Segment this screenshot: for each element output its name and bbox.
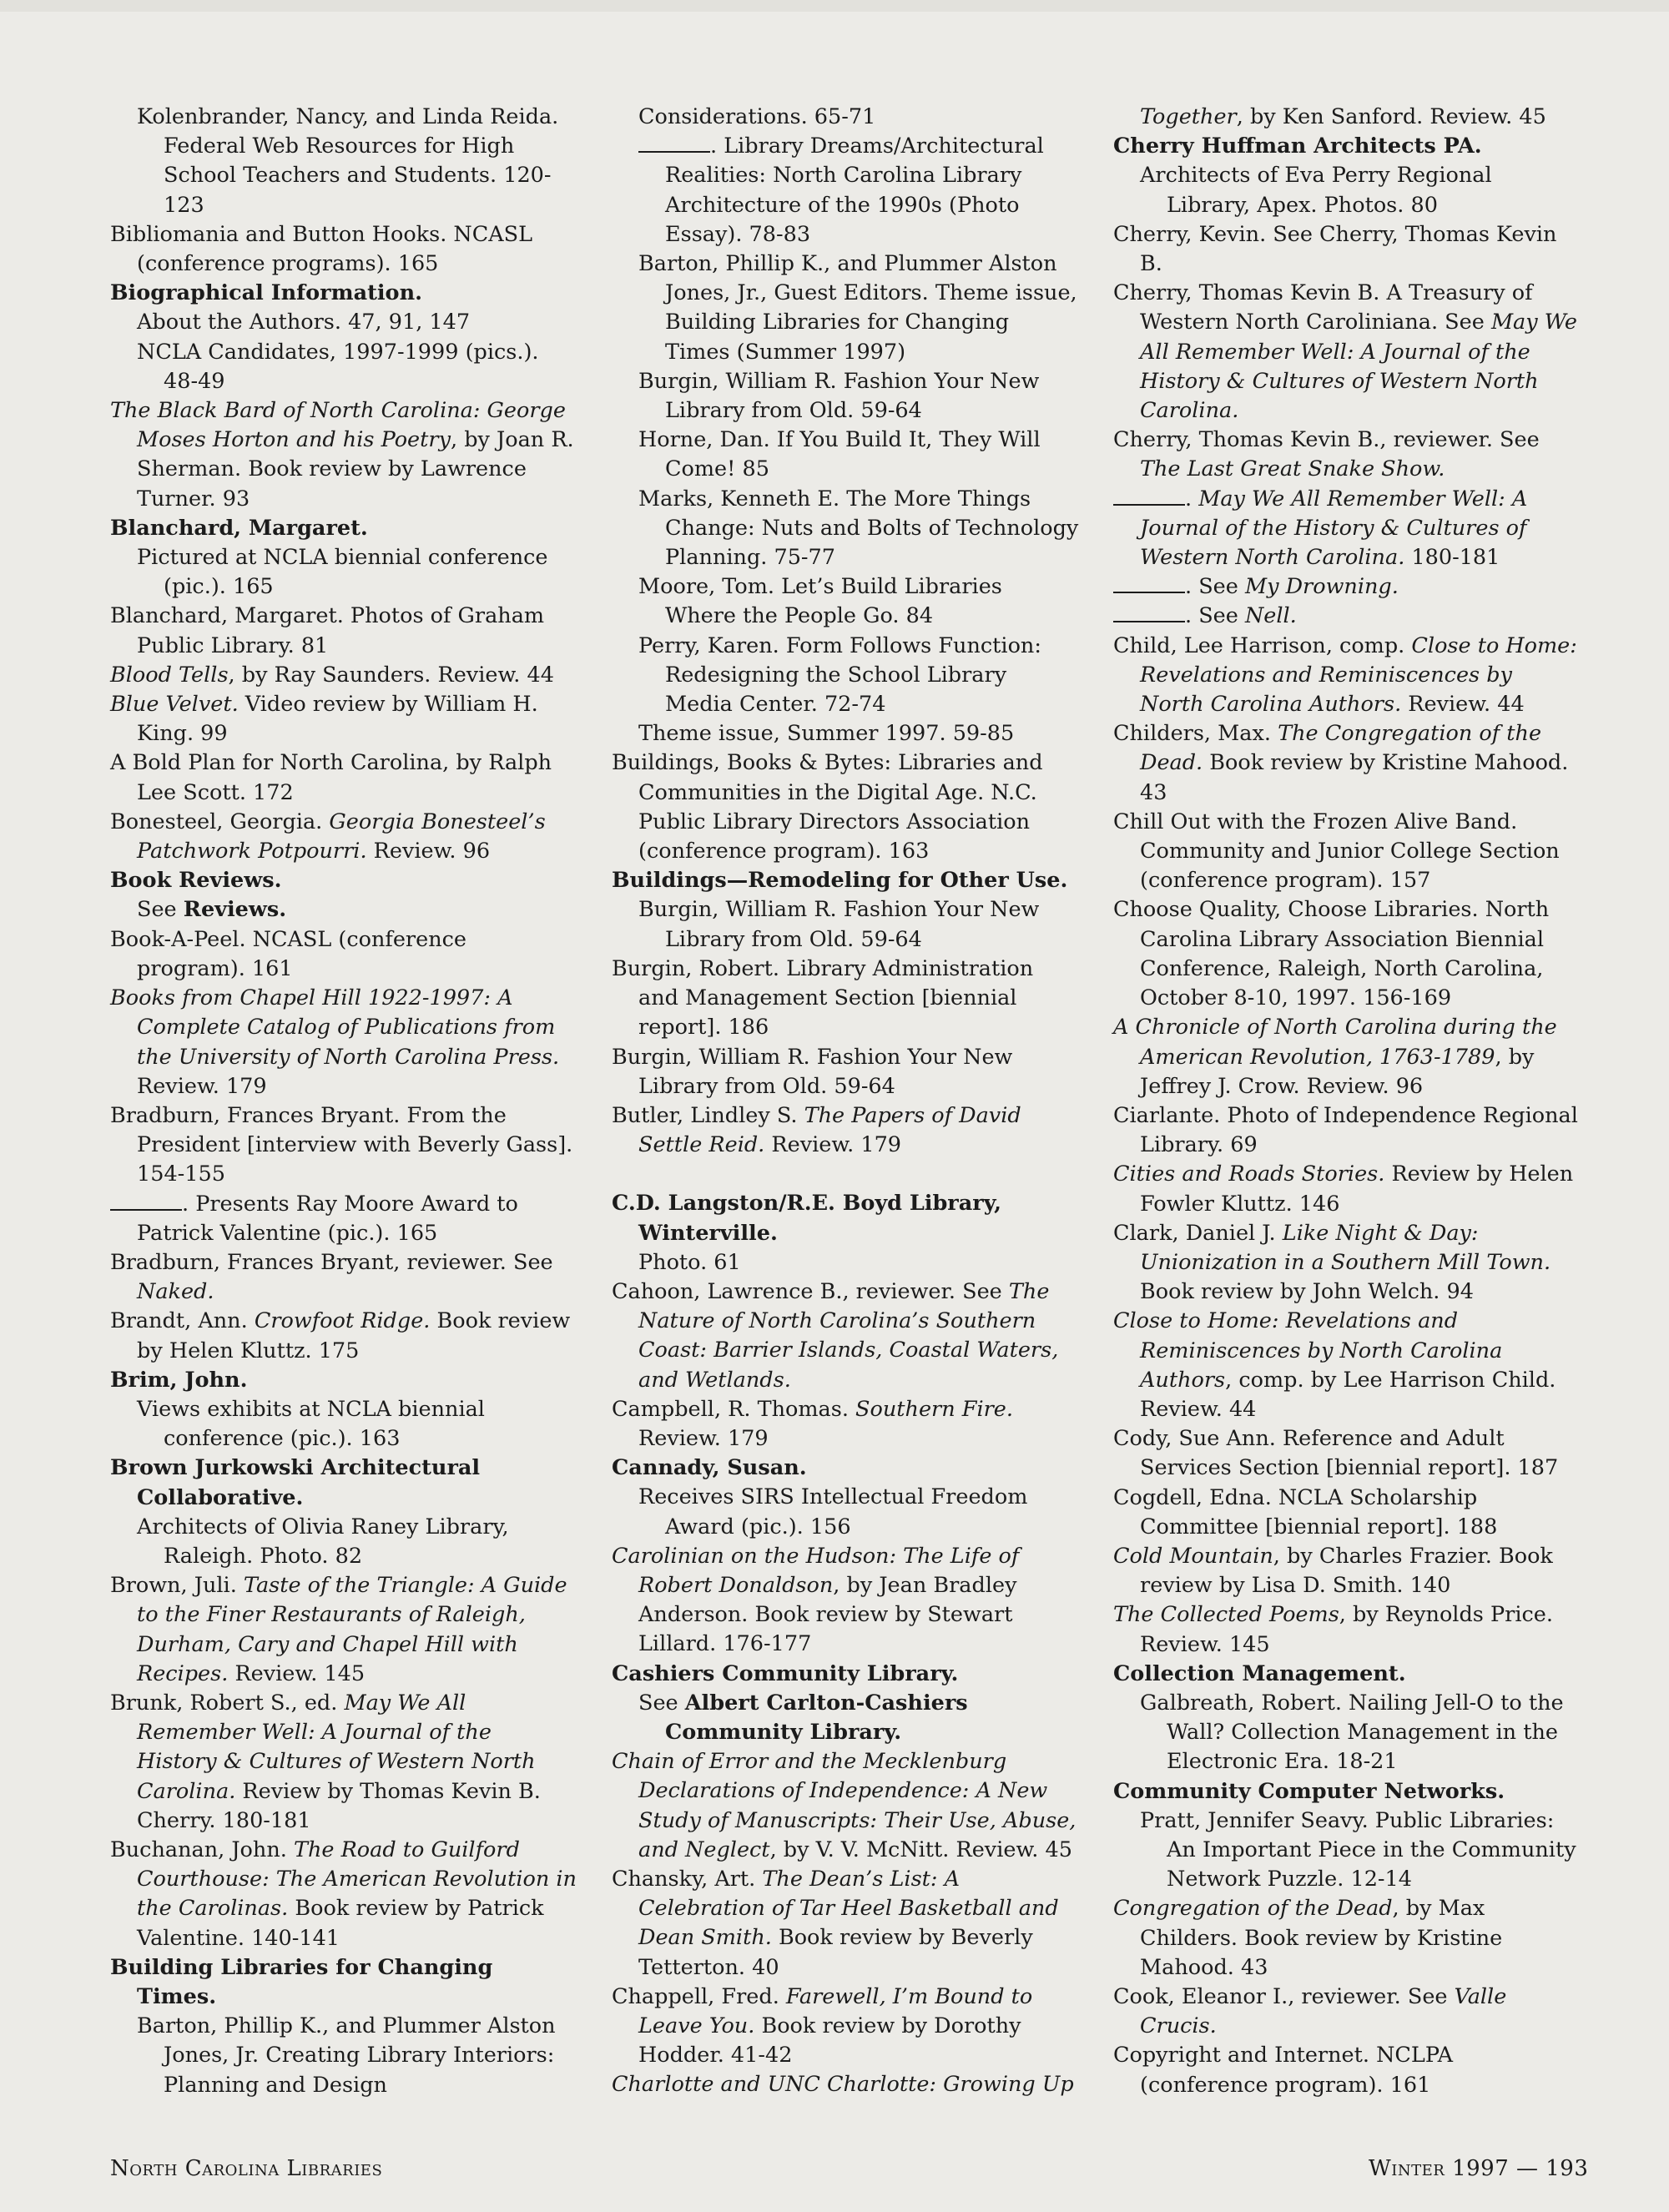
footer-separator: — bbox=[1516, 2156, 1539, 2181]
index-entry: Choose Quality, Choose Libraries. North Carolina Library Association Biennial Conference, Raleigh, North Carolina, October 8-10, 1997. 156-169 bbox=[1113, 897, 1550, 1011]
index-entry: . May We All Remember Well: A Journal of the History & Cultures of Western North Carolina. 180-181 bbox=[1113, 485, 1581, 573]
index-subentry: Burgin, William R. Fashion Your New Library from Old. 59-64 bbox=[638, 897, 1040, 952]
index-entry: Close to Home: Revelations and Reminiscences by North Carolina Authors, comp. by Lee Harrison Child. Review. 44 bbox=[1113, 1308, 1556, 1422]
index-subentry: Barton, Phillip K., and Plummer Alston Jones, Jr. Creating Library Interiors: Planning and Design bbox=[137, 2013, 556, 2098]
index-subentry: See Albert Carlton-Cashiers Community Library. bbox=[638, 1690, 968, 1745]
index-entry: Congregation of the Dead, by Max Childers. Book review by Kristine Mahood. 43 bbox=[1113, 1896, 1503, 1980]
index-entry: Charlotte and UNC Charlotte: Growing Up bbox=[612, 2072, 1074, 2098]
index-entry: Butler, Lindley S. The Papers of David Settle Reid. Review. 179 bbox=[612, 1102, 1021, 1158]
index-entry: Brunk, Robert S., ed. May We All Remember Well: A Journal of the History & Cultures of Western North Carolina. Review by Thomas Kevin B. Cherry. 180-181 bbox=[110, 1690, 541, 1833]
index-entry: Cody, Sue Ann. Reference and Adult Services Section [biennial report]. 187 bbox=[1113, 1426, 1559, 1481]
index-entry: Ciarlante. Photo of Independence Regional Library. 69 bbox=[1113, 1102, 1578, 1158]
index-subentry: Burgin, William R. Fashion Your New Library from Old. 59-64 bbox=[638, 368, 1040, 424]
index-entry: Cherry, Thomas Kevin B. A Treasury of Western North Caroliniana. See May We All Remember Well: A Journal of the History & Cultures of Western North Carolina. bbox=[1113, 280, 1577, 424]
index-entry: Blood Tells, by Ray Saunders. Review. 44 bbox=[110, 662, 554, 688]
index-subentry: Kolenbrander, Nancy, and Linda Reida. Federal Web Resources for High School Teachers and Students. 120-123 bbox=[137, 104, 559, 218]
index-heading: Brown Jurkowski Architectural Collaborative. bbox=[110, 1455, 481, 1510]
index-subentry: Architects of Eva Perry Regional Library, Apex. Photos. 80 bbox=[1140, 163, 1492, 218]
index-subentry: Architects of Olivia Raney Library, Raleigh. Photo. 82 bbox=[137, 1514, 509, 1569]
index-subentry: See Reviews. bbox=[137, 897, 287, 923]
index-entry: . Presents Ray Moore Award to Patrick Valentine (pic.). 165 bbox=[110, 1190, 577, 1248]
footer-issue-page bbox=[1369, 2156, 1588, 2181]
index-heading: Collection Management. bbox=[1113, 1660, 1406, 1686]
index-entry: Burgin, William R. Fashion Your New Library from Old. 59-64 bbox=[612, 1044, 1013, 1099]
index-subentry: Pictured at NCLA biennial conference (pic.). 165 bbox=[137, 545, 548, 600]
index-subentry: NCLA Candidates, 1997-1999 (pics.). 48-49 bbox=[137, 339, 539, 394]
index-entry: Blue Velvet. Video review by William H. King. 99 bbox=[110, 692, 538, 747]
index-entry: Campbell, R. Thomas. Southern Fire. Review. 179 bbox=[612, 1396, 1013, 1451]
footer-page-number: 193 bbox=[1545, 2156, 1589, 2181]
index-entry: . See Nell. bbox=[1113, 602, 1581, 631]
index-entry: Cahoon, Lawrence B., reviewer. See The Nature of North Carolina’s Southern Coast: Barrier Islands, Coastal Waters, and Wetlands. bbox=[612, 1278, 1059, 1393]
index-subentry: Considerations. 65-71 bbox=[638, 104, 876, 129]
index-entry: Bradburn, Frances Bryant, reviewer. See Naked. bbox=[110, 1249, 553, 1305]
index-entry: Childers, Max. The Congregation of the Dead. Book review by Kristine Mahood. 43 bbox=[1113, 721, 1569, 805]
index-subentry: Galbreath, Robert. Nailing Jell-O to the Wall? Collection Management in the Electronic Era. 18-21 bbox=[1140, 1690, 1564, 1775]
index-entry: Cherry, Thomas Kevin B., reviewer. See The Last Great Snake Show. bbox=[1113, 427, 1540, 482]
index-subentry: Pratt, Jennifer Seavy. Public Libraries: An Important Piece in the Community Network Puzzle. 12-14 bbox=[1140, 1807, 1576, 1892]
index-entry: Child, Lee Harrison, comp. Close to Home: Revelations and Reminiscences by North Carolina Authors. Review. 44 bbox=[1113, 632, 1577, 718]
footer-journal-title: North Carolina Libraries bbox=[110, 2156, 383, 2181]
index-entry: Chansky, Art. The Dean’s List: A Celebration of Tar Heel Basketball and Dean Smith. Book review by Beverly Tetterton. 40 bbox=[612, 1866, 1059, 1980]
index-entry: Copyright and Internet. NCLPA (conference program). 161 bbox=[1113, 2043, 1454, 2098]
index-subentry: Horne, Dan. If You Build It, They Will Come! 85 bbox=[638, 427, 1041, 482]
index-entry: Chill Out with the Frozen Alive Band. Community and Junior College Section (conference program). 157 bbox=[1113, 809, 1560, 894]
index-entry: Buildings, Books & Bytes: Libraries and Communities in the Digital Age. N.C. Public Library Directors Association (conference program). 163 bbox=[612, 750, 1043, 864]
index-subentry: Barton, Phillip K., and Plummer Alston Jones, Jr., Guest Editors. Theme issue, Building Libraries for Changing Times (Summer 1997) bbox=[638, 251, 1077, 365]
index-heading: Cannady, Susan. bbox=[612, 1455, 807, 1481]
index-heading: Cashiers Community Library. bbox=[612, 1660, 959, 1686]
index-subentry: Receives SIRS Intellectual Freedom Award (pic.). 156 bbox=[638, 1484, 1028, 1539]
index-entry: Buchanan, John. The Road to Guilford Courthouse: The American Revolution in the Carolinas. Book review by Patrick Valentine. 140-141 bbox=[110, 1837, 577, 1951]
index-entry: . See My Drowning. bbox=[1113, 572, 1581, 602]
index-heading: C.D. Langston/R.E. Boyd Library, Winterville. bbox=[612, 1191, 1001, 1246]
index-entry: The Black Bard of North Carolina: George Moses Horton and his Poetry, by Joan R. Sherman. Book review by Lawrence Turner. 93 bbox=[110, 398, 574, 511]
index-heading: Book Reviews. bbox=[110, 868, 282, 894]
index-subentry: Photo. 61 bbox=[638, 1249, 741, 1275]
index-heading: Cherry Huffman Architects PA. bbox=[1113, 134, 1482, 159]
index-heading: Blanchard, Margaret. bbox=[110, 515, 368, 541]
index-entry: Clark, Daniel J. Like Night & Day: Unionization in a Southern Mill Town. Book review by John Welch. 94 bbox=[1113, 1220, 1551, 1305]
index-subentry: Marks, Kenneth E. The More Things Change: Nuts and Bolts of Technology Planning. 75-77 bbox=[638, 486, 1079, 571]
index-entry: Books from Chapel Hill 1922-1997: A Complete Catalog of Publications from the University of North Carolina Press. Review. 179 bbox=[110, 985, 560, 1099]
index-subentry: Together, by Ken Sanford. Review. 45 bbox=[1140, 104, 1546, 129]
index-subentry: Perry, Karen. Form Follows Function: Redesigning the School Library Media Center. 72-74 bbox=[638, 632, 1041, 718]
index-entry: Cherry, Kevin. See Cherry, Thomas Kevin B. bbox=[1113, 221, 1557, 277]
index-entry: A Chronicle of North Carolina during the American Revolution, 1763-1789, by Jeffrey J. Crow. Review. 96 bbox=[1113, 1015, 1557, 1099]
index-subentry: Theme issue, Summer 1997. 59-85 bbox=[638, 721, 1015, 747]
index-entry: Bibliomania and Button Hooks. NCASL (conference programs). 165 bbox=[110, 221, 533, 277]
index-heading: Building Libraries for Changing Times. bbox=[110, 1954, 493, 2009]
footer-season: Winter bbox=[1369, 2156, 1445, 2181]
index-entry: Brandt, Ann. Crowfoot Ridge. Book review by Helen Kluttz. 175 bbox=[110, 1308, 571, 1363]
index-entry: Brown, Juli. Taste of the Triangle: A Guide to the Finer Restaurants of Raleigh, Durham, Cary and Chapel Hill with Recipes. Review. 145 bbox=[110, 1573, 567, 1686]
index-entry: Chain of Error and the Mecklenburg Declarations of Independence: A New Study of Manuscripts: Their Use, Abuse, and Neglect, by V. V. McNitt. Review. 45 bbox=[612, 1749, 1077, 1862]
index-column-3 bbox=[1113, 103, 1581, 2100]
index-entry: The Collected Poems, by Reynolds Price. Review. 145 bbox=[1113, 1602, 1553, 1657]
index-subentry: Moore, Tom. Let’s Build Libraries Where the People Go. 84 bbox=[638, 574, 1002, 629]
index-subentry: Views exhibits at NCLA biennial conference (pic.). 163 bbox=[137, 1396, 485, 1452]
index-entry: Burgin, Robert. Library Administration and Management Section [biennial report]. 186 bbox=[612, 955, 1034, 1040]
index-heading: Buildings—Remodeling for Other Use. bbox=[612, 868, 1068, 894]
index-column-1 bbox=[110, 103, 577, 2100]
index-entry: Carolinian on the Hudson: The Life of Robert Donaldson, by Jean Bradley Anderson. Book review by Stewart Lillard. 176-177 bbox=[612, 1543, 1020, 1657]
index-entry: Cities and Roads Stories. Review by Helen Fowler Kluttz. 146 bbox=[1113, 1161, 1574, 1217]
page-top-edge bbox=[0, 0, 1669, 12]
index-entry: A Bold Plan for North Carolina, by Ralph Lee Scott. 172 bbox=[110, 750, 552, 805]
index-entry: Cogdell, Edna. NCLA Scholarship Committee [biennial report]. 188 bbox=[1113, 1484, 1498, 1539]
index-entry: Blanchard, Margaret. Photos of Graham Public Library. 81 bbox=[110, 603, 545, 658]
index-entry: Cook, Eleanor I., reviewer. See Valle Crucis. bbox=[1113, 1984, 1507, 2039]
index-subentry: About the Authors. 47, 91, 147 bbox=[137, 310, 471, 335]
index-entry: Bonesteel, Georgia. Georgia Bonesteel’s Patchwork Potpourri. Review. 96 bbox=[110, 809, 546, 864]
index-entry: Cold Mountain, by Charles Frazier. Book review by Lisa D. Smith. 140 bbox=[1113, 1543, 1553, 1599]
index-heading: Biographical Information. bbox=[110, 280, 422, 306]
index-entry: Book-A-Peel. NCASL (conference program). 161 bbox=[110, 926, 467, 981]
index-heading: Brim, John. bbox=[110, 1367, 248, 1393]
footer-year: 1997 bbox=[1452, 2156, 1510, 2181]
index-entry: Bradburn, Frances Bryant. From the President [interview with Beverly Gass]. 154-155 bbox=[110, 1102, 573, 1187]
index-heading: Community Computer Networks. bbox=[1113, 1778, 1505, 1804]
index-entry: Chappell, Fred. Farewell, I’m Bound to Leave You. Book review by Dorothy Hodder. 41-42 bbox=[612, 1983, 1033, 2068]
index-column-2 bbox=[612, 103, 1079, 2100]
index-subentry: . Library Dreams/Architectural Realities: North Carolina Library Architecture of the 1990s (Photo Essay). 78-83 bbox=[612, 132, 1079, 249]
